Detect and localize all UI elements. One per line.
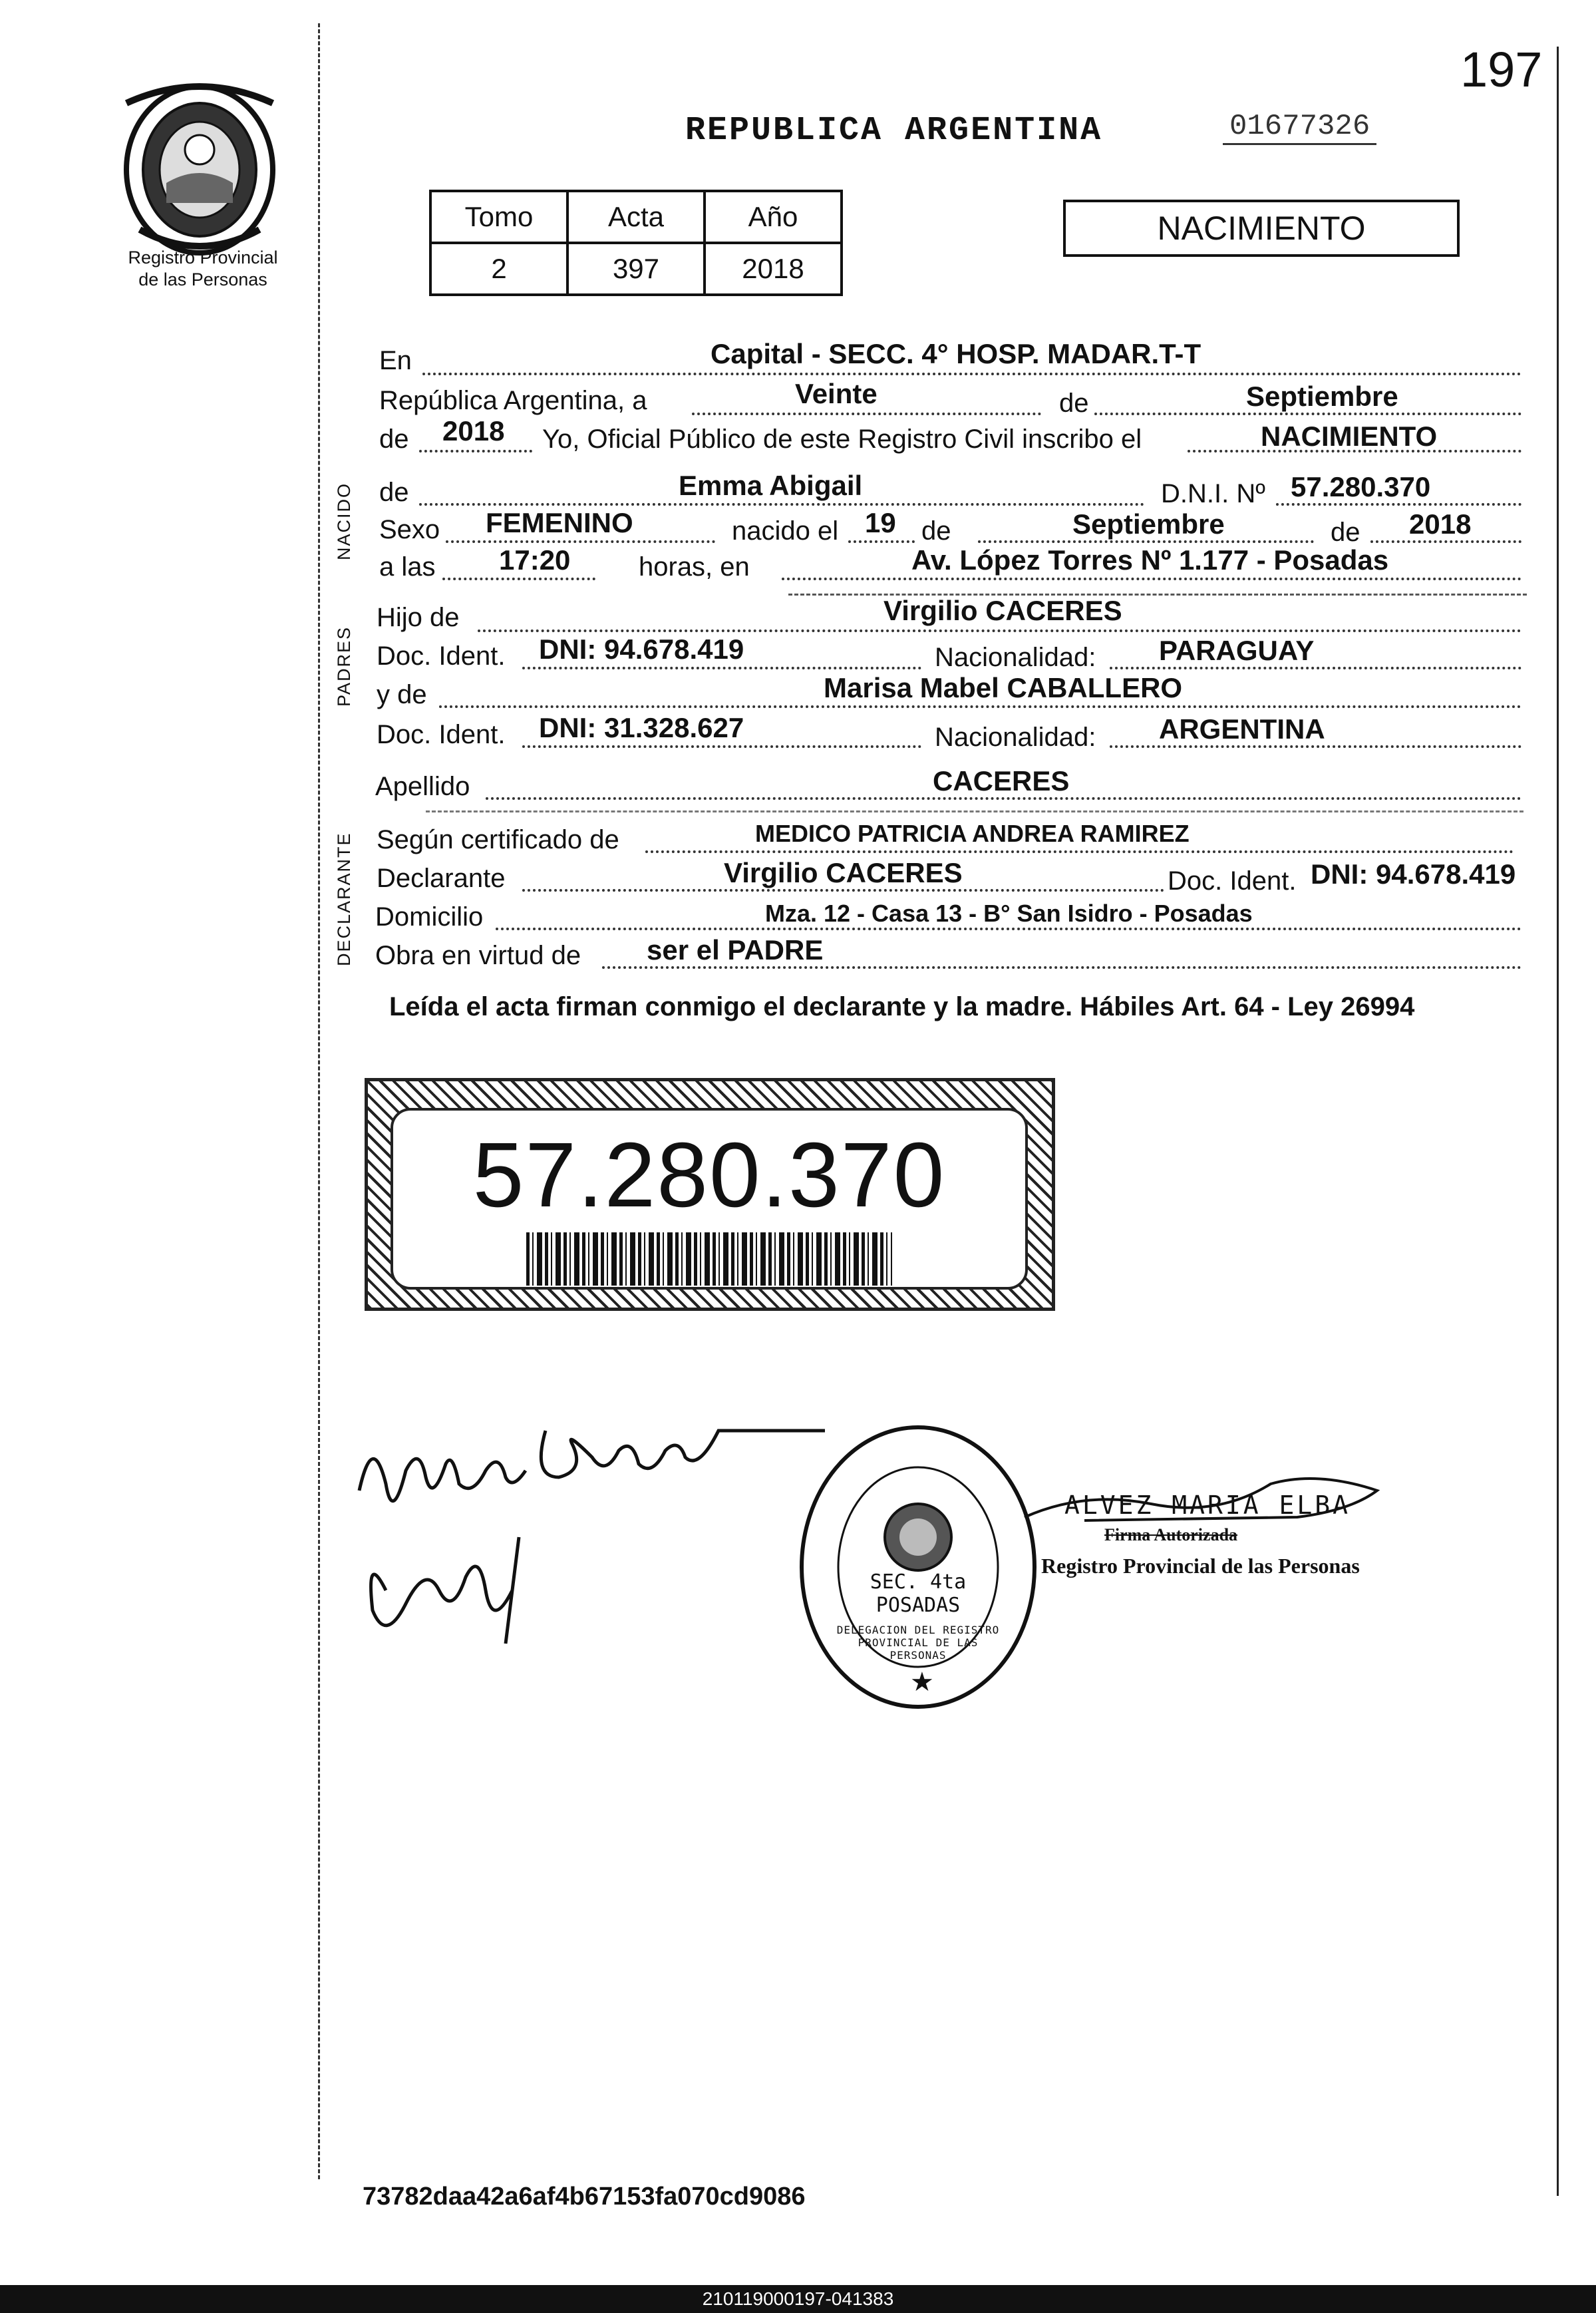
yo-label: Yo, Oficial Público de este Registro Civil inscribo el	[542, 425, 1142, 454]
father-name-value: Virgilio CACERES	[883, 595, 1122, 626]
serial-number: 01677326	[1223, 110, 1376, 145]
dni-value: 57.280.370	[1291, 471, 1431, 502]
section-label-nacido: NACIDO	[334, 482, 354, 560]
name-de-label: de	[379, 478, 409, 507]
obra-value: ser el PADRE	[647, 934, 824, 966]
tomo-header: Tomo	[430, 191, 567, 243]
record-table	[429, 190, 843, 296]
hijo-de-label: Hijo de	[377, 603, 460, 632]
official-role: Firma Autorizada	[1104, 1525, 1238, 1544]
stamp-star-icon: ★	[910, 1668, 934, 1697]
document-type-box: NACIMIENTO	[1063, 200, 1460, 257]
en-label: En	[379, 346, 412, 375]
mother-doc-value: DNI: 31.328.627	[539, 712, 744, 743]
birth-de-label: de	[921, 516, 951, 546]
acta-value: 397	[567, 243, 705, 295]
sticker-inner-panel	[391, 1108, 1028, 1290]
barcode	[526, 1232, 892, 1286]
en-value: Capital - SECC. 4° HOSP. MADAR.T-T	[711, 338, 1201, 369]
sexo-value: FEMENINO	[486, 507, 633, 538]
page-number: 197	[1460, 42, 1543, 97]
father-doc-label: Doc. Ident.	[377, 641, 506, 671]
sticker-number: 57.280.370	[472, 1124, 946, 1226]
birth-month-value: Septiembre	[1072, 508, 1225, 540]
apellido-label: Apellido	[375, 772, 470, 801]
mother-name-value: Marisa Mabel CABALLERO	[824, 672, 1183, 703]
section-label-padres: PADRES	[334, 625, 354, 707]
right-margin-rule	[1557, 47, 1559, 2196]
anio-value: 2018	[705, 243, 842, 295]
mother-doc-label: Doc. Ident.	[377, 720, 506, 749]
father-nat-label: Nacionalidad:	[935, 643, 1096, 672]
registry-name-line2: de las Personas	[138, 269, 267, 289]
registry-name-line1: Registro Provincial	[128, 248, 278, 267]
declarant-signature	[346, 1391, 838, 1657]
acta-header: Acta	[567, 191, 705, 243]
footer-code: 210119000197-041383	[702, 2288, 894, 2309]
tomo-value: 2	[430, 243, 567, 295]
footer-bar	[0, 2285, 1596, 2313]
section-divider-apellido	[426, 810, 1523, 812]
mother-nat-label: Nacionalidad:	[935, 723, 1096, 752]
closing-text: Leída el acta firman conmigo el declarante y la madre. Hábiles Art. 64 - Ley 26994	[389, 992, 1415, 1021]
y-de-label: y de	[377, 680, 427, 709]
birth-day-value: 19	[865, 507, 896, 538]
de-label: de	[1059, 389, 1089, 418]
month-value: Septiembre	[1246, 381, 1398, 412]
domicilio-label: Domicilio	[375, 902, 484, 932]
de-year-label: de	[379, 425, 409, 454]
day-value: Veinte	[795, 378, 878, 409]
birth-de2-label: de	[1331, 518, 1360, 547]
mother-nat-value: ARGENTINA	[1159, 713, 1325, 745]
father-doc-value: DNI: 94.678.419	[539, 633, 744, 665]
segun-value: MEDICO PATRICIA ANDREA RAMIREZ	[755, 820, 1190, 847]
section-label-declarante: DECLARANTE	[334, 832, 354, 966]
birth-place-value: Av. López Torres Nº 1.177 - Posadas	[911, 544, 1389, 576]
sexo-label: Sexo	[379, 515, 440, 544]
inscribe-value: NACIMIENTO	[1261, 421, 1438, 452]
document-hash: 73782daa42a6af4b67153fa070cd9086	[363, 2183, 806, 2211]
misiones-seal-icon	[113, 77, 286, 256]
apellido-value: CACERES	[933, 765, 1070, 797]
decl-doc-label: Doc. Ident.	[1168, 866, 1297, 896]
birth-year-value: 2018	[1409, 508, 1472, 540]
decl-doc-value: DNI: 94.678.419	[1311, 858, 1516, 890]
segun-label: Según certificado de	[377, 825, 619, 854]
obra-label: Obra en virtud de	[375, 941, 581, 970]
hora-value: 17:20	[499, 544, 571, 576]
id-sticker	[365, 1078, 1055, 1311]
domicilio-value: Mza. 12 - Casa 13 - B° San Isidro - Posadas	[765, 900, 1253, 927]
horas-en-label: horas, en	[639, 552, 750, 582]
anio-header: Año	[705, 191, 842, 243]
dni-label: D.N.I. Nº	[1161, 479, 1265, 508]
stamp-inner-text: SEC. 4ta POSADAS	[870, 1570, 967, 1617]
document-title: REPUBLICA ARGENTINA	[685, 112, 1103, 150]
father-nat-value: PARAGUAY	[1159, 635, 1315, 666]
left-margin-rule	[318, 23, 320, 2179]
declarante-label: Declarante	[377, 864, 506, 893]
official-name: ALVEZ MARIA ELBA	[1064, 1491, 1351, 1520]
child-name-value: Emma Abigail	[679, 470, 863, 501]
official-org: Registro Provincial de las Personas	[1041, 1554, 1360, 1578]
declarante-value: Virgilio CACERES	[724, 857, 963, 888]
stamp-ring-text: DELEGACION DEL REGISTRO PROVINCIAL DE LAS PERSONAS	[836, 1624, 1000, 1662]
republica-label: República Argentina, a	[379, 386, 647, 415]
a-las-label: a las	[379, 552, 436, 582]
nacido-el-label: nacido el	[732, 516, 839, 546]
registry-logo	[113, 77, 286, 256]
year-value: 2018	[442, 415, 505, 446]
